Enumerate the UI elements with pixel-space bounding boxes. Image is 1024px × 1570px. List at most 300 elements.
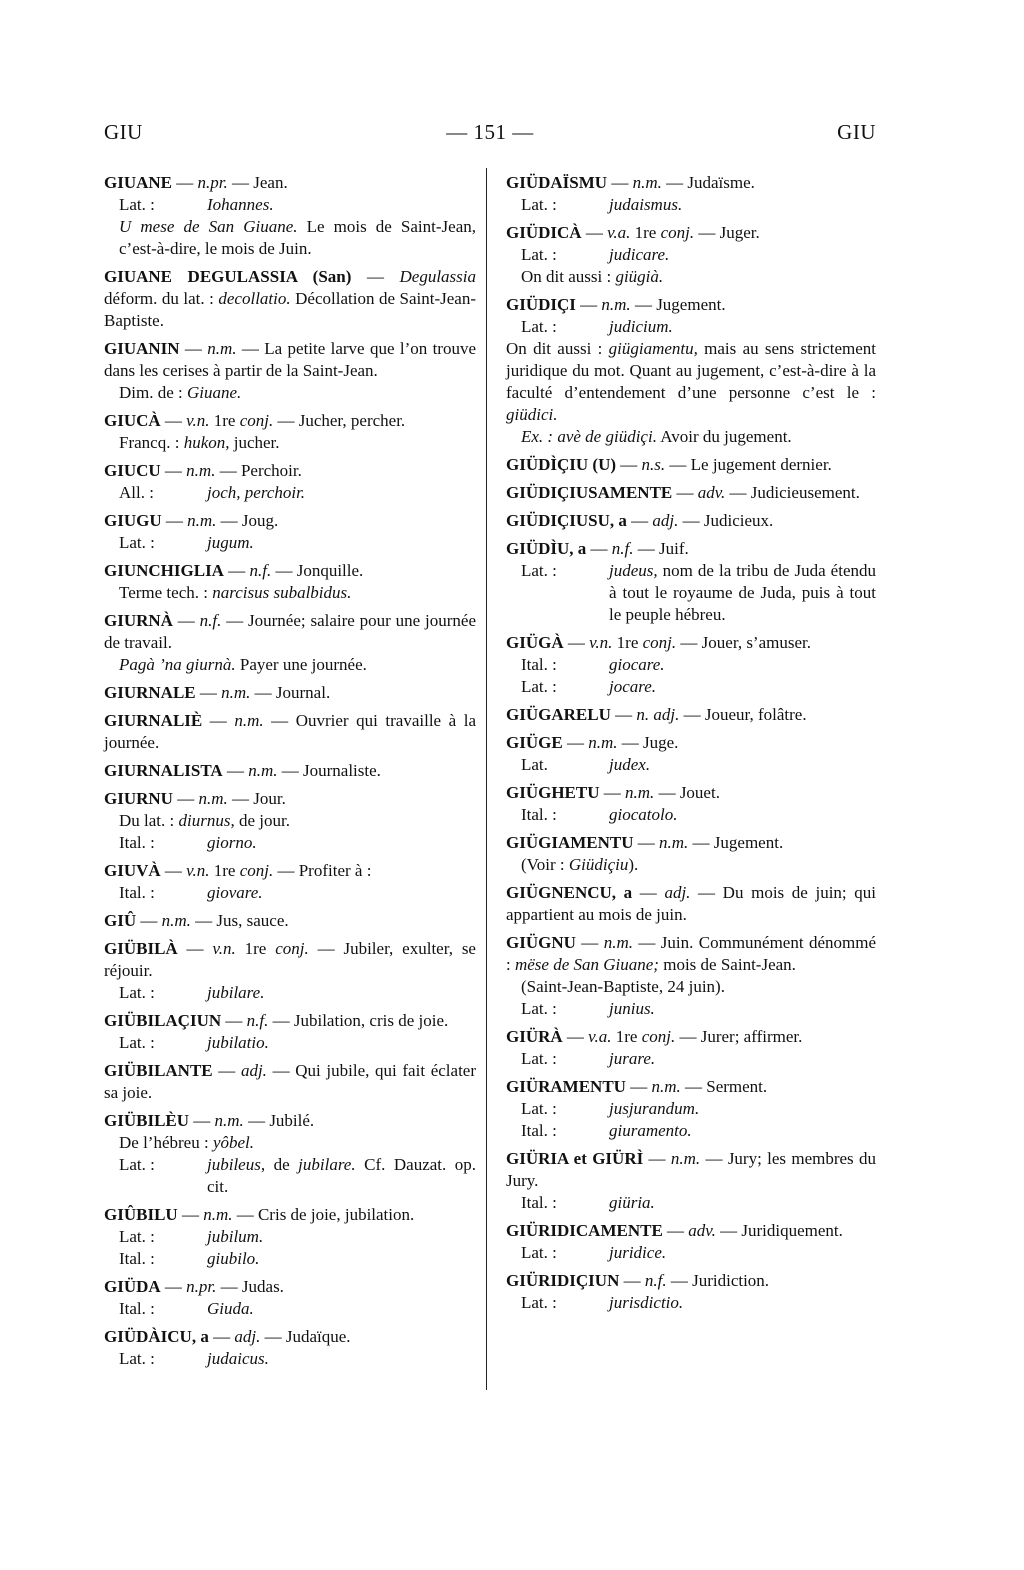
entry-headword: GIÜDICÀ	[506, 223, 582, 242]
entry-headword: GIUANIN	[104, 339, 180, 358]
etymology-line	[506, 194, 876, 216]
italic-text: conj.	[642, 633, 677, 652]
text-run: —	[172, 789, 199, 808]
entry-definition	[506, 732, 876, 754]
text-run: nom de la tribu de Juda étendu à tout le royaume de Juda, puis à tout le peuple hébreu.	[609, 561, 876, 624]
etymology-label: All. :	[119, 483, 154, 502]
entry-headword: GIÜBILÈU	[104, 1111, 190, 1130]
entry-headword: GIUANE	[104, 173, 173, 192]
italic-text: n.m.	[187, 511, 217, 530]
italic-text: conj.	[239, 411, 274, 430]
entry-definition	[506, 538, 876, 560]
italic-text: adj.	[664, 883, 691, 902]
italic-text: giügià.	[615, 267, 664, 286]
dictionary-entry	[104, 410, 476, 454]
etymology-value: jurare.	[609, 1049, 656, 1068]
dictionary-entry	[506, 782, 876, 826]
text-run: — Qui jubile, qui fait éclater sa joie.	[104, 1061, 476, 1102]
etymology-label: Lat. :	[521, 245, 557, 264]
entry-definition	[104, 1326, 476, 1348]
italic-text: yôbel.	[212, 1133, 255, 1152]
text-run: Du lat. :	[119, 811, 179, 830]
text-run: — Journal.	[250, 683, 331, 702]
entry-headword: GIÜDIÇIUSU, a	[506, 511, 627, 530]
etymology-value: jubilum.	[207, 1227, 264, 1246]
text-run: Dim. de :	[119, 383, 187, 402]
etymology-value: Iohannes.	[207, 195, 274, 214]
entry-headword: GIUVÀ	[104, 861, 161, 880]
etymology-label: Lat. :	[521, 677, 557, 696]
entry-definition	[506, 1270, 876, 1292]
text-run: —	[562, 733, 589, 752]
etymology-value: giorno.	[207, 833, 257, 852]
text-run: — Serment.	[680, 1077, 768, 1096]
dictionary-entry	[104, 1276, 476, 1320]
text-run: —	[160, 461, 187, 480]
text-run: déform. du lat. :	[104, 289, 219, 308]
etymology-value: judicare.	[609, 245, 670, 264]
dictionary-entry	[104, 1110, 476, 1198]
text-run: —	[160, 1277, 187, 1296]
text-run: Terme tech. :	[119, 583, 213, 602]
text-run: —	[351, 267, 400, 286]
text-run: — Joug.	[216, 511, 279, 530]
etymology-label: Ital. :	[119, 883, 155, 902]
text-run: — Jucher, percher.	[273, 411, 406, 430]
text-run: — Judaïque.	[260, 1327, 351, 1346]
etymology-line	[506, 1192, 876, 1214]
text-run: Payer une journée.	[235, 655, 367, 674]
entry-definition	[506, 1076, 876, 1098]
text-run: — Juif.	[633, 539, 689, 558]
text-run: —	[632, 883, 665, 902]
dictionary-entry	[104, 510, 476, 554]
etymology-value: giovare.	[207, 883, 263, 902]
etymology-value: junius.	[609, 999, 655, 1018]
text-run: —	[607, 173, 633, 192]
etymology-label: Lat. :	[521, 1243, 557, 1262]
text-run: —	[172, 611, 200, 630]
etymology-label: Ital. :	[521, 1193, 557, 1212]
entry-headword: GIÜRIDICAMENTE	[506, 1221, 663, 1240]
etymology-value: Giuda.	[207, 1299, 254, 1318]
entry-definition	[506, 632, 876, 654]
italic-text: giüdici.	[506, 405, 558, 424]
text-run: — Jubilation, cris de joie.	[268, 1011, 449, 1030]
entry-note	[104, 216, 476, 260]
entry-headword: GIÜGE	[506, 733, 563, 752]
etymology-line	[506, 804, 876, 826]
entry-definition	[104, 510, 476, 532]
text-run: —	[633, 833, 660, 852]
text-run: —	[619, 1271, 645, 1290]
etymology-line	[104, 532, 476, 554]
dictionary-entry	[104, 460, 476, 504]
text-run: —	[195, 683, 222, 702]
etymology-line	[104, 882, 476, 904]
etymology-value: judex.	[609, 755, 651, 774]
text-run: —	[599, 783, 626, 802]
etymology-line	[506, 676, 876, 698]
entry-definition	[506, 294, 876, 316]
italic-text: adj.	[240, 1061, 267, 1080]
italic-text: Pagà ’na giurnà.	[119, 655, 236, 674]
dictionary-entry	[506, 704, 876, 726]
entry-definition	[104, 610, 476, 654]
entry-headword: GIUCU	[104, 461, 161, 480]
text-run: — Du mois de juin; qui appartient au mois de juin.	[506, 883, 876, 924]
entry-headword: GIURNALE	[104, 683, 196, 702]
etymology-line	[104, 1154, 476, 1198]
italic-text: v.a.	[588, 1027, 612, 1046]
text-run: — Jugement.	[688, 833, 784, 852]
text-run: —	[672, 483, 698, 502]
etymology-label: Lat.	[521, 755, 548, 774]
entry-headword: GIÜBILÀ	[104, 939, 178, 958]
entry-note	[104, 382, 476, 404]
text-run: Le mois de Saint-Jean, c’est-à-dire, le mois de Juin.	[119, 217, 476, 258]
dictionary-entry	[506, 454, 876, 476]
text-run: —	[222, 761, 249, 780]
text-run: —	[610, 705, 637, 724]
entry-headword: GIÜGNENCU, a	[506, 883, 633, 902]
dictionary-entry	[104, 610, 476, 676]
etymology-value: giocatolo.	[609, 805, 678, 824]
dictionary-entry	[506, 510, 876, 532]
text-run: (Voir :	[521, 855, 569, 874]
etymology-line	[104, 194, 476, 216]
entry-headword: GIÜGHETU	[506, 783, 600, 802]
etymology-label: Ital. :	[119, 1249, 155, 1268]
text-run: —	[202, 711, 235, 730]
italic-text: Giüdiçiu	[568, 855, 629, 874]
entry-definition	[506, 172, 876, 194]
etymology-line	[104, 482, 476, 504]
italic-text: n.m.	[161, 911, 191, 930]
etymology-line	[104, 1032, 476, 1054]
dictionary-entry	[506, 538, 876, 626]
etymology-value: judicium.	[609, 317, 673, 336]
italic-text: n.m.	[214, 1111, 244, 1130]
etymology-value: giüria.	[609, 1193, 655, 1212]
text-run: — Jonquille.	[271, 561, 364, 580]
italic-text: Degulassia	[399, 267, 476, 286]
entry-headword: GIÜRIDIÇIUN	[506, 1271, 620, 1290]
italic-text: v.n.	[186, 411, 210, 430]
entry-headword: GIÜGNU	[506, 933, 576, 952]
dictionary-entry	[506, 932, 876, 1020]
etymology-value	[207, 1154, 476, 1198]
etymology-label: Ital. :	[521, 655, 557, 674]
italic-text: n.m.	[234, 711, 264, 730]
text-run: mois de Saint-Jean.	[658, 955, 796, 974]
etymology-line	[104, 1248, 476, 1270]
italic-text: conj.	[239, 861, 274, 880]
entry-definition	[104, 682, 476, 704]
text-run: de	[265, 1155, 299, 1174]
text-run: —	[160, 411, 187, 430]
italic-text: conj.	[660, 223, 695, 242]
text-run: 1re	[612, 633, 643, 652]
page-number: — 151 —	[446, 120, 534, 144]
text-run: —	[626, 511, 653, 530]
text-run: ).	[628, 855, 639, 874]
italic-text: adv.	[688, 1221, 716, 1240]
text-run: — Cris de joie, jubilation.	[232, 1205, 415, 1224]
italic-text: n.pr.	[186, 1277, 217, 1296]
italic-text: n.m.	[625, 783, 655, 802]
text-run: — Juger.	[694, 223, 760, 242]
text-run: — Journaliste.	[277, 761, 381, 780]
text-run: Décollation de Saint-Jean-Baptiste.	[104, 289, 477, 330]
text-run: —	[581, 223, 608, 242]
italic-text: n.m.	[221, 683, 251, 702]
text-run: —	[575, 295, 602, 314]
entry-headword: GIURNALIÈ	[104, 711, 203, 730]
entry-note	[104, 810, 476, 832]
italic-text: adj.	[652, 511, 679, 530]
text-run: —	[562, 1027, 589, 1046]
entry-definition	[506, 454, 876, 476]
entry-note	[506, 338, 876, 426]
etymology-label: Lat. :	[119, 983, 155, 1002]
header-left-guideword: GIU	[104, 120, 143, 144]
text-run: —	[212, 1061, 241, 1080]
italic-text: adv.	[697, 483, 726, 502]
text-run: — Jour.	[227, 789, 286, 808]
italic-text: n.f.	[644, 1271, 667, 1290]
entry-definition	[104, 410, 476, 432]
text-run: —	[662, 1221, 689, 1240]
etymology-value: jubilare.	[207, 983, 265, 1002]
entry-definition	[104, 710, 476, 754]
text-run: — Jury; les membres du Jury.	[506, 1149, 876, 1190]
etymology-value: jusjurandum.	[609, 1099, 700, 1118]
text-run: Avoir du jugement.	[656, 427, 792, 446]
entry-headword: GIÜBILANTE	[104, 1061, 213, 1080]
etymology-line	[104, 1298, 476, 1320]
text-run: —	[208, 1327, 235, 1346]
dictionary-entry	[104, 1326, 476, 1370]
text-run: 1re	[611, 1027, 642, 1046]
entry-definition	[506, 832, 876, 854]
italic-text: adj.	[234, 1327, 261, 1346]
text-run: 1re	[209, 411, 240, 430]
entry-definition	[104, 1204, 476, 1226]
entry-definition	[506, 510, 876, 532]
dictionary-entry	[506, 832, 876, 876]
text-run: — La petite larve que l’on trouve dans les cerises à partir de la Saint-Jean.	[104, 339, 477, 380]
etymology-label: Lat. :	[521, 1099, 557, 1118]
dictionary-entry	[506, 1076, 876, 1142]
italic-text: n.m.	[207, 339, 237, 358]
italic-text: n.f.	[199, 611, 222, 630]
italic-text: n.f.	[249, 561, 272, 580]
dictionary-entry	[506, 172, 876, 216]
italic-text: n.f.	[611, 539, 634, 558]
entry-headword: GIÜDÌÇIU (U)	[506, 455, 617, 474]
text-run: —	[223, 561, 250, 580]
entry-note	[506, 426, 876, 448]
etymology-line	[506, 560, 876, 626]
text-run: De l’hébreu :	[119, 1133, 213, 1152]
entry-headword: GIÜDA	[104, 1277, 161, 1296]
etymology-label: Lat. :	[119, 1227, 155, 1246]
dictionary-entry	[104, 266, 476, 332]
italic-text: n.m.	[588, 733, 618, 752]
dictionary-entry	[506, 222, 876, 288]
text-run: — Jubilé.	[243, 1111, 315, 1130]
dictionary-entry	[506, 482, 876, 504]
entry-definition	[104, 1010, 476, 1032]
text-run: — Jean.	[227, 173, 288, 192]
etymology-line	[104, 1226, 476, 1248]
text-run: — Jus, sauce.	[190, 911, 289, 930]
italic-text: judeus,	[609, 561, 658, 580]
etymology-line	[506, 998, 876, 1020]
etymology-value: jugum.	[207, 533, 254, 552]
text-run: jucher.	[229, 433, 280, 452]
etymology-label: Ital. :	[521, 805, 557, 824]
italic-text: n.m.	[186, 461, 216, 480]
running-header	[104, 120, 876, 156]
text-run: — Juridiction.	[666, 1271, 770, 1290]
etymology-value: giocare.	[609, 655, 665, 674]
dictionary-entry	[506, 1270, 876, 1314]
etymology-label: Lat. :	[119, 1033, 155, 1052]
entry-headword: GIÜDÀICU, a	[104, 1327, 209, 1346]
italic-text: n.f.	[246, 1011, 269, 1030]
entry-headword: GIURNALISTA	[104, 761, 223, 780]
entry-headword: GIURNÀ	[104, 611, 173, 630]
text-run: —	[161, 511, 188, 530]
entry-note	[104, 654, 476, 676]
entry-headword: GIÜDAÏSMU	[506, 173, 608, 192]
etymology-line	[506, 754, 876, 776]
italic-text: jubileus,	[207, 1155, 266, 1174]
italic-text: narcisus subalbidus.	[212, 583, 352, 602]
etymology-label: Lat. :	[119, 195, 155, 214]
etymology-label: Ital. :	[119, 1299, 155, 1318]
text-run: —	[575, 933, 604, 952]
etymology-value: jurisdictio.	[609, 1293, 684, 1312]
text-run: —	[189, 1111, 215, 1130]
entry-headword: GIÜDIÇI	[506, 295, 576, 314]
entry-headword: GIUGU	[104, 511, 162, 530]
entry-definition	[104, 860, 476, 882]
entry-headword: GIÜBILAÇIUN	[104, 1011, 222, 1030]
entry-headword: GIÜDÌU, a	[506, 539, 587, 558]
text-run: — Profiter à :	[273, 861, 372, 880]
text-run: —	[643, 1149, 671, 1168]
italic-text: n.m.	[601, 295, 631, 314]
entry-definition	[104, 172, 476, 194]
italic-text: Ex. : avè de giüdiçi.	[521, 427, 657, 446]
column-divider	[486, 168, 487, 1390]
etymology-label: Lat. :	[521, 561, 557, 580]
entry-definition	[506, 882, 876, 926]
italic-text: v.n.	[589, 633, 613, 652]
entry-headword: GIÛ	[104, 911, 137, 930]
entry-definition	[104, 760, 476, 782]
etymology-label: Lat. :	[521, 1049, 557, 1068]
entry-definition	[104, 338, 476, 382]
etymology-value	[609, 560, 876, 626]
dictionary-entry	[506, 882, 876, 926]
text-run: — Le jugement dernier.	[665, 455, 832, 474]
entry-headword: GIUANE DEGULASSIA (San)	[104, 267, 352, 286]
etymology-label: Ital. :	[119, 833, 155, 852]
italic-text: n.m.	[203, 1205, 233, 1224]
etymology-line	[506, 316, 876, 338]
dictionary-entry	[104, 560, 476, 604]
text-run: 1re	[235, 939, 276, 958]
etymology-value: judaicus.	[207, 1349, 269, 1368]
entry-note	[104, 1132, 476, 1154]
text-run: — Jugement.	[630, 295, 726, 314]
italic-text: diurnus,	[178, 811, 235, 830]
etymology-value: jubilatio.	[207, 1033, 269, 1052]
header-right-guideword: GIU	[837, 120, 876, 144]
entry-note	[104, 582, 476, 604]
entry-definition	[104, 788, 476, 810]
text-run: On dit aussi :	[521, 267, 616, 286]
etymology-label: Lat. :	[119, 1155, 155, 1174]
etymology-line	[506, 654, 876, 676]
entry-definition	[506, 1148, 876, 1192]
text-run: — Judaïsme.	[661, 173, 755, 192]
entry-headword: GIUCÀ	[104, 411, 161, 430]
dictionary-entry	[104, 338, 476, 404]
text-run: —	[625, 1077, 652, 1096]
etymology-line	[506, 244, 876, 266]
entry-headword: GIÜGÀ	[506, 633, 564, 652]
text-run: 1re	[630, 223, 661, 242]
text-run: — Juridiquement.	[715, 1221, 843, 1240]
text-run: — Juin. Communément dénommé :	[506, 933, 877, 974]
etymology-value: joch, perchoir.	[207, 483, 306, 502]
etymology-value: giubilo.	[207, 1249, 260, 1268]
entry-headword: GIÛBILU	[104, 1205, 178, 1224]
italic-text: n.m.	[603, 933, 633, 952]
entry-definition	[104, 1276, 476, 1298]
entry-definition	[506, 482, 876, 504]
text-run: —	[616, 455, 642, 474]
italic-text: n.pr.	[197, 173, 228, 192]
text-run: 1re	[209, 861, 240, 880]
entry-definition	[104, 1110, 476, 1132]
dictionary-entry	[104, 860, 476, 904]
etymology-line	[506, 1120, 876, 1142]
text-run: — Jurer; affirmer.	[675, 1027, 803, 1046]
italic-text: v.a.	[607, 223, 631, 242]
entry-definition	[104, 560, 476, 582]
entry-headword: GIURNU	[104, 789, 173, 808]
text-run: — Judicieusement.	[725, 483, 860, 502]
text-run: — Joueur, folâtre.	[679, 705, 807, 724]
entry-definition	[506, 1220, 876, 1242]
entry-definition	[104, 938, 476, 982]
etymology-line	[104, 982, 476, 1004]
italic-text: n.m.	[659, 833, 689, 852]
italic-text: n.m.	[670, 1149, 701, 1168]
etymology-label: Ital. :	[521, 1121, 557, 1140]
dictionary-entry	[506, 1220, 876, 1264]
entry-headword: GIÜGIAMENTU	[506, 833, 634, 852]
text-run: On dit aussi :	[506, 339, 609, 358]
entry-definition	[506, 1026, 876, 1048]
dictionary-entry	[104, 1204, 476, 1270]
